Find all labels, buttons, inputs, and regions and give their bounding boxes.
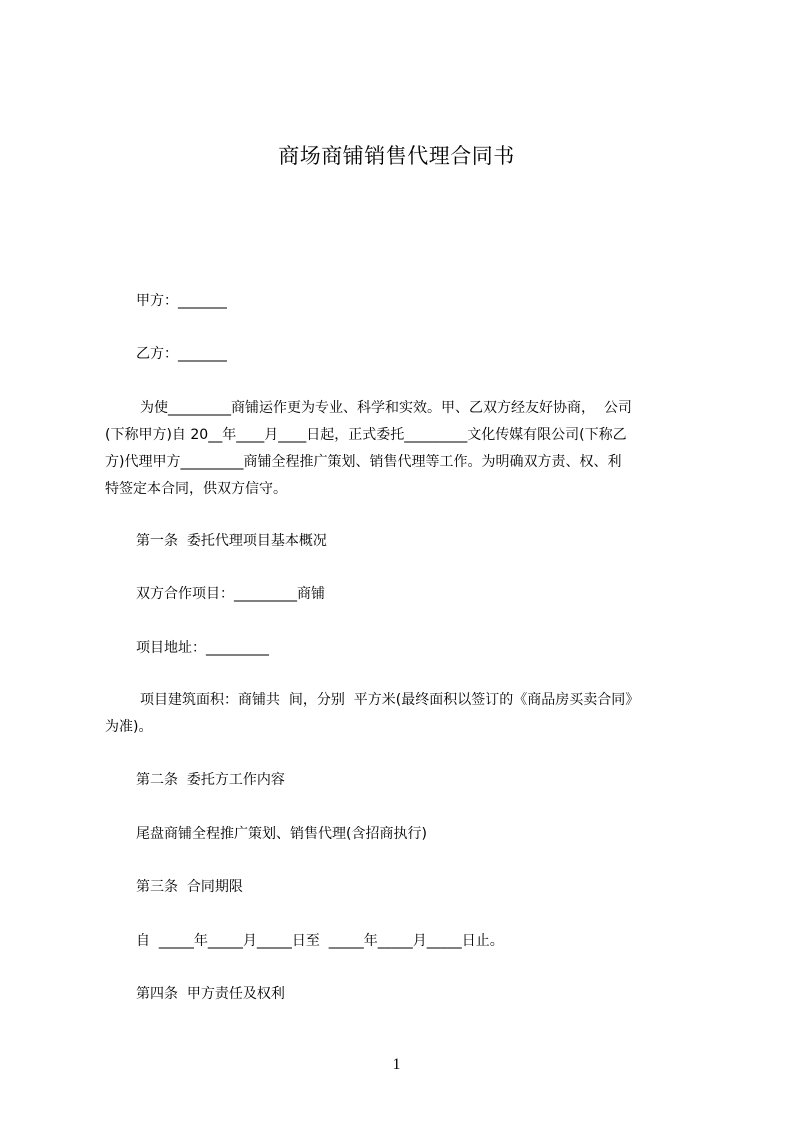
article-3-heading: 第三条 合同期限 (136, 879, 243, 895)
article-4-heading: 第四条 甲方责任及权利 (136, 986, 285, 1002)
intro-line-3: 方)代理甲方_________商铺全程推广策划、销售代理等工作。为明确双方责、权、利 (105, 454, 622, 470)
party-a-line: 甲方：_______ (136, 293, 227, 309)
document-title: 商场商铺销售代理合同书 (278, 144, 515, 168)
article-1-area-line-2: 为准)。 (105, 719, 153, 735)
article-1-address: 项目地址：_________ (136, 640, 269, 656)
intro-line-1: 为使_________商铺运作更为专业、科学和实效。甲、乙双方经友好协商， 公司 (140, 400, 632, 416)
article-1-heading: 第一条 委托代理项目基本概况 (136, 533, 327, 549)
page-number: 1 (392, 1056, 401, 1073)
intro-line-2: (下称甲方)自 20__年____月____日起，正式委托_________文化传媒有限公司(下称乙 (105, 427, 627, 443)
article-3-content: 自 _____年_____月_____日至 _____年_____月_____日止。 (136, 933, 504, 949)
article-1-area-line-1: 项目建筑面积：商铺共 间，分别 平方米(最终面积以签订的《商品房买卖合同》 (140, 692, 640, 708)
intro-line-4: 特签定本合同，供双方信守。 (105, 481, 287, 497)
article-2-heading: 第二条 委托方工作内容 (136, 772, 285, 788)
party-b-line: 乙方：_______ (136, 346, 227, 362)
article-2-content: 尾盘商铺全程推广策划、销售代理(含招商执行) (136, 826, 427, 842)
article-1-project: 双方合作项目：_________商铺 (136, 586, 325, 602)
